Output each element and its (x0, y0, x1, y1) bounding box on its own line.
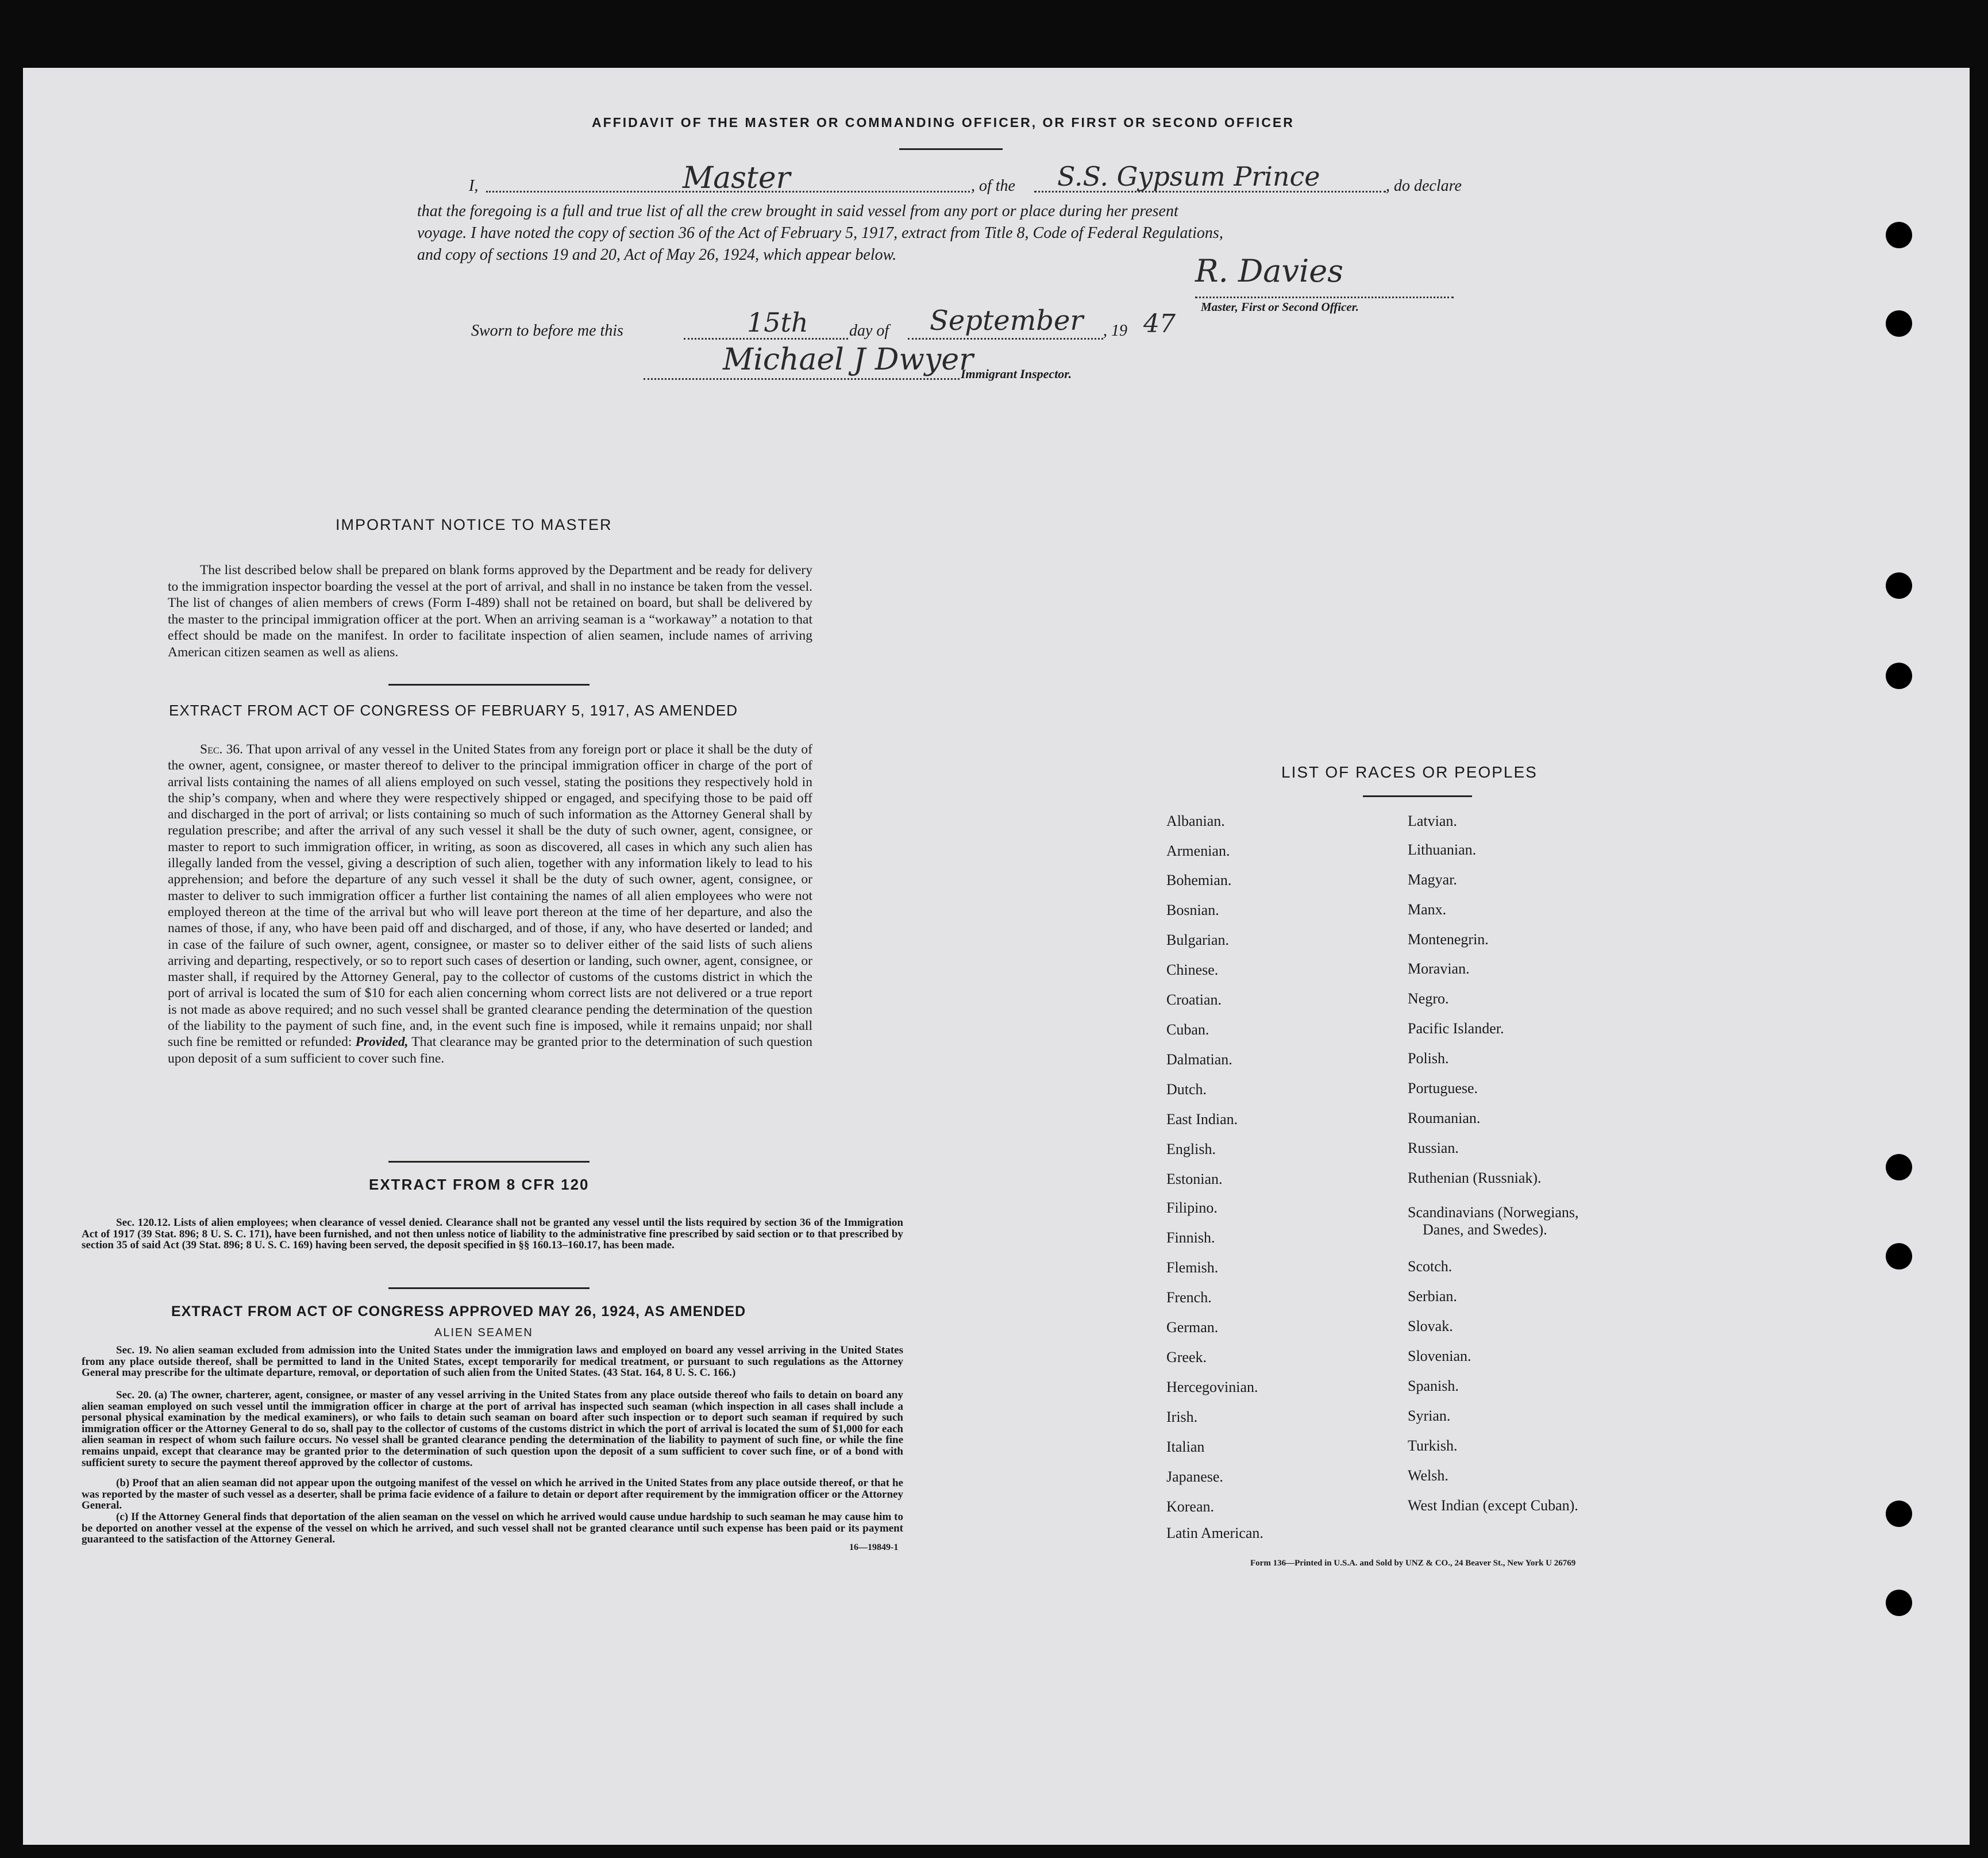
sworn-label: Sworn to before me this (471, 322, 623, 340)
races-title: LIST OF RACES OR PEOPLES (1281, 763, 1538, 781)
race-item: French. (1166, 1289, 1212, 1306)
race-item: Greek. (1166, 1349, 1207, 1365)
master-signature: R. Davies (1195, 253, 1343, 289)
race-item: Pacific Islander. (1408, 1020, 1504, 1037)
form-printer-line: Form 136—Printed in U.S.A. and Sold by UNZ & CO., 24 Beaver St., New York U 26769 (1250, 1559, 1576, 1568)
of-the-label: , of the (971, 177, 1015, 195)
affidavit-line-3: voyage. I have noted the copy of section 36 of the Act of February 5, 1917, extract from Title 8, Code of Federal Regulations, (417, 224, 1223, 242)
race-item: Flemish. (1166, 1259, 1219, 1276)
cfr-title: EXTRACT FROM 8 CFR 120 (369, 1176, 590, 1193)
race-item: Finnish. (1166, 1229, 1215, 1246)
inspector-signature: Michael J Dwyer (723, 343, 974, 377)
race-item: Ruthenian (Russniak). (1408, 1170, 1542, 1186)
extract-1917-title: EXTRACT FROM ACT OF CONGRESS OF FEBRUARY 5, 1917, AS AMENDED (169, 702, 738, 719)
race-item: Japanese. (1166, 1468, 1223, 1485)
race-item: Negro. (1408, 990, 1449, 1007)
form-number: 16—19849-1 (849, 1542, 899, 1552)
notice-rule (388, 684, 590, 686)
race-item: Montenegrin. (1408, 931, 1489, 948)
race-item: Spanish. (1408, 1378, 1459, 1394)
race-item: Scandinavians (Norwegians, (1408, 1204, 1579, 1221)
race-item: Dutch. (1166, 1081, 1207, 1098)
race-item: West Indian (except Cuban). (1408, 1497, 1578, 1514)
year-handwriting: 47 (1143, 309, 1176, 338)
race-item: Latin American. (1166, 1525, 1263, 1541)
race-item: Manx. (1408, 901, 1447, 918)
race-item: Hercegovinian. (1166, 1379, 1258, 1395)
race-item: Bulgarian. (1166, 932, 1230, 948)
affidavit-title-rule (899, 148, 1003, 150)
race-item: Serbian. (1408, 1288, 1457, 1305)
races-title-rule (1363, 795, 1472, 797)
binder-hole-3 (1886, 572, 1912, 599)
race-item: Magyar. (1408, 871, 1457, 888)
race-item: Latvian. (1408, 813, 1457, 829)
day-of-label: day of (849, 322, 889, 340)
race-item: German. (1166, 1319, 1219, 1336)
notice-body: The list described below shall be prepared on blank forms approved by the Department and be ready for delivery to the immigration inspector boarding the vessel at the port of arrival, and shall in no instance be taken from the vessel. The list of changes of alien members of crews (Form I-489) shall not be retained on board, but shall be delivered by the master to the principal immigration officer at the port. When an arriving seaman is a “workaway” a notation to that effect should be made on the manifest. In order to facilitate inspection of alien seamen, include names of arriving American citizen seamen as well as aliens. (168, 563, 812, 660)
race-item: Dalmatian. (1166, 1051, 1232, 1068)
race-item: Danes, and Swedes). (1423, 1221, 1547, 1238)
extract-1917-rule (388, 1161, 590, 1163)
master-handwriting: Master (683, 161, 791, 195)
race-item: Welsh. (1408, 1467, 1448, 1484)
sec-36-label: Sec. 36. (200, 742, 244, 757)
vessel-name-handwriting: S.S. Gypsum Prince (1057, 161, 1320, 192)
sec-20a-text: Sec. 20. (a) The owner, charterer, agent, consignee, or master of any vessel arriving in the United States from any place outside thereof who fails to detain on board any alien seaman employed on such vessel until the immigration officer in charge at the port of arrival has inspected such seaman (which inspection in all cases shall include a personal physical examination by the medical examiners), or who fails to detain such seaman on board after such inspection or to deport such seaman if required by such immigration officer or the Attorney General to do so, shall pay to the collector of customs of the customs district in which the port of arrival is located the sum of $1,000 for each alien seaman in respect of whom such failure occurs. No vessel shall be granted clearance pending the determination of the liability to payment of such fine, or while the fine remains unpaid, except that clearance may be granted prior to the determination of such question upon the deposit of a sum sufficient to cover such fine, or of a bond with sufficient surety to secure the payment thereof approved by the collector of customs. (82, 1389, 903, 1469)
notice-title: IMPORTANT NOTICE TO MASTER (336, 516, 612, 533)
affidavit-i-label: I, (469, 177, 479, 195)
month-blank-line (908, 338, 1103, 340)
sec-20c-text: (c) If the Attorney General finds that deportation of the alien seaman on the vessel on which he arrived would cause undue hardship to such seaman he may cause him to be deported on another vessel at the expense of the vessel on which he arrived, and such vessel shall not be granted clearance until such expense has been paid or its payment guaranteed to the satisfaction of the Attorney General. (82, 1511, 903, 1546)
race-item: Slovenian. (1408, 1348, 1471, 1364)
sec-19-text: Sec. 19. No alien seaman excluded from admission into the United States under the immigration laws and employed on board any vessel arriving in the United States from any place outside thereof, shall be permitted to land in the United States, except temporarily for medical treatment, or pursuant to such regulations as the Attorney General may prescribe for the ultimate departure, removal, or deportation of such alien from the United States. (43 Stat. 164, 8 U. S. C. 166.) (82, 1344, 903, 1379)
month-handwriting: September (930, 305, 1084, 337)
day-handwriting: 15th (747, 307, 808, 338)
day-blank-line (684, 338, 848, 340)
race-item: Filipino. (1166, 1199, 1218, 1216)
affidavit-title: AFFIDAVIT OF THE MASTER OR COMMANDING OFFICER, OR FIRST OR SECOND OFFICER (592, 115, 1294, 130)
race-item: Chinese. (1166, 961, 1219, 978)
race-item: Irish. (1166, 1409, 1198, 1425)
race-item: Bohemian. (1166, 872, 1232, 888)
extract-1924-title: EXTRACT FROM ACT OF CONGRESS APPROVED MAY 26, 1924, AS AMENDED (171, 1303, 746, 1320)
affidavit-line-2: that the foregoing is a full and true list of all the crew brought in said vessel from any port or place during her present (417, 202, 1178, 220)
race-item: Moravian. (1408, 960, 1470, 977)
binder-hole-1 (1886, 222, 1912, 248)
affidavit-line-4: and copy of sections 19 and 20, Act of May 26, 1924, which appear below. (417, 246, 897, 264)
alien-seamen-subtitle: ALIEN SEAMEN (434, 1326, 533, 1339)
race-item: Turkish. (1408, 1437, 1458, 1454)
sec-36-end: That clearance may be granted prior to the determination of such question upon deposit of a sum sufficient to cover such fine. (168, 1034, 813, 1066)
master-caption: Master, First or Second Officer. (1201, 300, 1359, 314)
signature-line (1195, 297, 1454, 298)
sec-36-text: That upon arrival of any vessel in the United States from any foreign port or place it shall be the duty of the owner, agent, consignee, or master thereof to deliver to the principal immigration officer in charge of the port of arrival lists containing the names of all aliens employed on such vessel, stating the positions they respectively hold in the ship’s company, when and where they were respectively shipped or engaged, and specifying those to be paid off and discharged in the port of arrival; or lists containing so much of such information as the Attorney General shall by regulation prescribe; and after the arrival of any such vessel it shall be the duty of such owner, agent, consignee, or master to report to such immigration officer, in writing, as soon as discovered, all cases in which any such alien has illegally landed from the vessel, giving a description of such alien, together with any information likely to lead to his apprehension; and before the departure of any such vessel it shall be the duty of such owner, agent, consignee, or master to deliver to such immigration officer a further list containing the names of all alien employees who were not employed thereon at the time of the arrival but who will leave port thereon at the time of her departure, and also the names of those, if any, who have been paid off and discharged, and of those, if any, who have deserted or landed; and in case of the failure of such owner, agent, consignee, or master so to deliver either of the said lists of such aliens arriving and departing, respectively, or so to report such cases of desertion or landing, such owner, agent, consignee, or master shall, if required by the Attorney General, pay to the collector of customs of the customs district in which the port of arrival is located the sum of $10 for each alien concerning whom correct lists are not delivered or a true report is not made as above required; and no such vessel shall be granted clearance pending the determination of the question of the liability to the payment of such fine, and, in the event such fine is imposed, while it remains unpaid; nor shall such fine be remitted or refunded: (168, 742, 813, 1050)
year-prefix: , 19 (1103, 322, 1127, 340)
race-item: Albanian. (1166, 813, 1225, 829)
cfr-body: Sec. 120.12. Lists of alien employees; when clearance of vessel denied. Clearance shall not be granted any vessel until the lists required by section 36 of the Immigration Act of 1917 (39 Stat. 896; 8 U. S. C. 171), have been furnished, and not then unless notice of liability to the administrative fine prescribed by said section or to that prescribed by section 35 of said Act (39 Stat. 896; 8 U. S. C. 169) having been served, the deposit specified in §§ 160.13–160.17, has been made. (82, 1217, 903, 1252)
race-item: Cuban. (1166, 1021, 1209, 1038)
race-item: Armenian. (1166, 843, 1230, 859)
binder-hole-5 (1886, 1154, 1912, 1180)
race-item: Estonian. (1166, 1171, 1223, 1187)
race-item: East Indian. (1166, 1111, 1238, 1128)
race-item: Bosnian. (1166, 902, 1219, 918)
do-declare-label: , do declare (1386, 177, 1462, 195)
race-item: Slovak. (1408, 1318, 1453, 1334)
binder-hole-8 (1886, 1590, 1912, 1616)
race-item: Russian. (1408, 1140, 1459, 1156)
race-item: Portuguese. (1408, 1080, 1478, 1097)
inspector-caption: Immigrant Inspector. (961, 367, 1072, 381)
race-item: Syrian. (1408, 1407, 1451, 1424)
race-item: Scotch. (1408, 1258, 1453, 1275)
binder-hole-2 (1886, 310, 1912, 337)
race-item: Polish. (1408, 1050, 1449, 1067)
race-item: English. (1166, 1141, 1216, 1157)
race-item: Lithuanian. (1408, 841, 1477, 858)
race-item: Roumanian. (1408, 1110, 1481, 1126)
race-item: Croatian. (1166, 991, 1222, 1008)
extract-1917-body (168, 741, 812, 1067)
provided-word: Provided, (355, 1034, 409, 1050)
race-item: Italian (1166, 1438, 1205, 1455)
cfr-rule (388, 1287, 590, 1289)
inspector-blank-line (644, 378, 960, 380)
binder-hole-4 (1886, 663, 1912, 689)
sec-20b-text: (b) Proof that an alien seaman did not appear upon the outgoing manifest of the vessel on which he arrived in the United States from any place outside thereof, or that he was reported by the master of such vessel as a deserter, shall be prima facie evidence of a failure to detain or deport after requirement by the immigration officer or the Attorney General. (82, 1477, 903, 1512)
binder-hole-6 (1886, 1243, 1912, 1270)
race-item: Korean. (1166, 1498, 1215, 1515)
binder-hole-7 (1886, 1501, 1912, 1527)
